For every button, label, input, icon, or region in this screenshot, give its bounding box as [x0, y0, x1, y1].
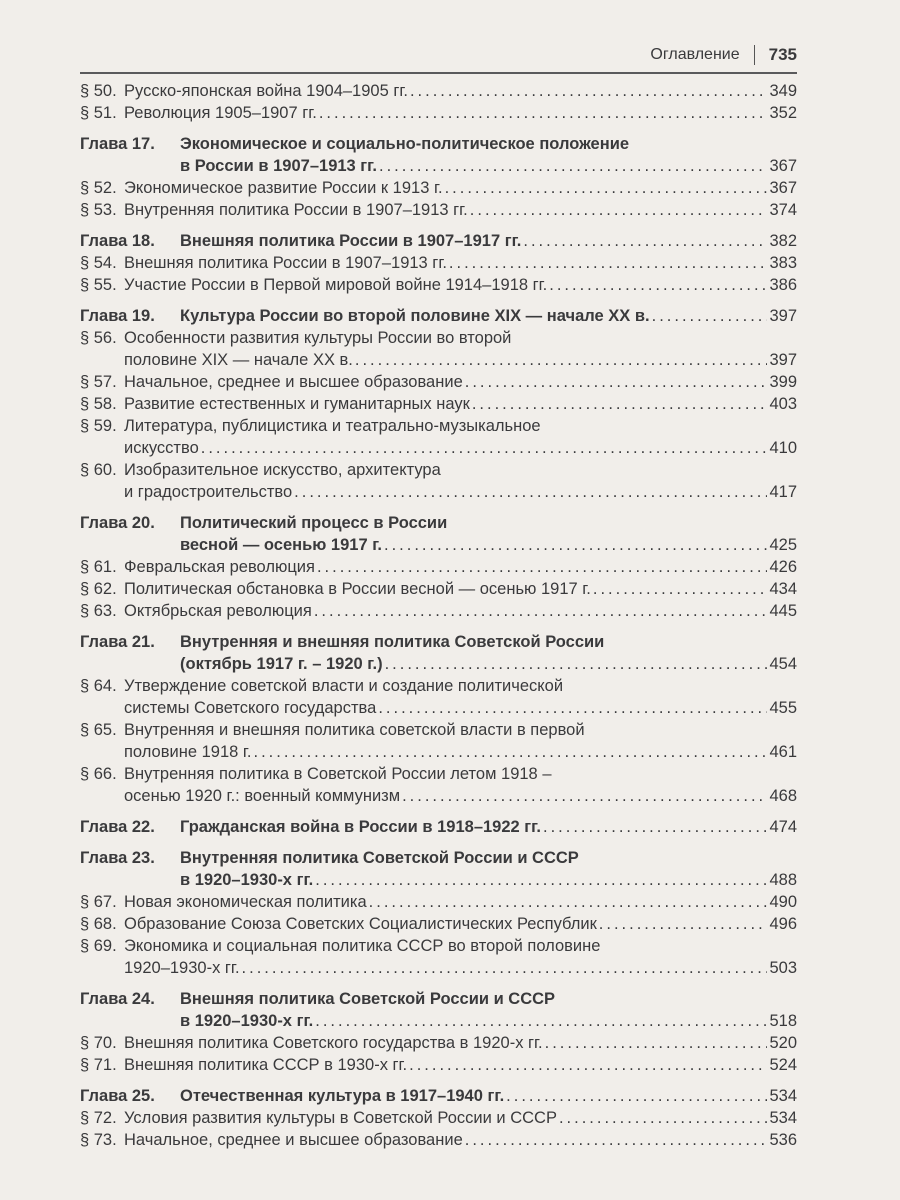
entry-page-number: 403	[769, 395, 797, 413]
dot-leader	[314, 600, 768, 622]
entry-page-number: 488	[769, 871, 797, 889]
toc-line	[80, 741, 797, 763]
toc-line	[80, 869, 797, 891]
entry-title: Революция 1905–1907 гг.	[124, 104, 317, 122]
entry-page-number: 518	[769, 1012, 797, 1030]
entry-title: Отечественная культура в 1917–1940 гг.	[180, 1087, 505, 1105]
dot-leader	[543, 816, 767, 838]
entry-title: Внутренняя политика в Советской России летом 1918 –	[124, 765, 552, 783]
entry-number	[80, 155, 180, 177]
entry-title: Литература, публицистика и театрально-музыкальное	[124, 417, 541, 435]
toc-line	[80, 437, 797, 459]
entry-page-number: 455	[769, 699, 797, 717]
entry-number: § 69.	[80, 937, 117, 955]
entry-number	[80, 869, 180, 891]
toc-section-entry	[80, 371, 797, 393]
toc-line	[80, 349, 797, 371]
entry-title: Внутренняя и внешняя политика Советской России	[180, 633, 605, 651]
entry-number	[80, 741, 124, 763]
toc-line	[80, 102, 797, 124]
entry-number	[80, 1010, 180, 1032]
toc-line	[80, 816, 797, 838]
toc-line	[80, 1054, 797, 1076]
entry-number	[80, 534, 180, 556]
toc-line	[80, 230, 797, 252]
toc-section-entry	[80, 252, 797, 274]
entry-page-number: 524	[769, 1056, 797, 1074]
toc-line	[80, 847, 797, 869]
entry-number: § 70.	[80, 1034, 117, 1052]
entry-number: § 57.	[80, 373, 117, 391]
dot-leader	[409, 1054, 767, 1076]
entry-title: Февральская революция	[124, 558, 315, 576]
toc-line	[80, 763, 797, 785]
toc-section-entry	[80, 719, 797, 763]
toc-line	[80, 653, 797, 675]
toc-section-entry	[80, 1107, 797, 1129]
toc-line	[80, 1010, 797, 1032]
toc-section-entry	[80, 556, 797, 578]
entry-number: § 50.	[80, 82, 117, 100]
dot-leader	[369, 891, 768, 913]
entry-page-number: 503	[769, 959, 797, 977]
entry-page-number: 352	[769, 104, 797, 122]
entry-title: искусство	[124, 439, 199, 457]
toc-line	[80, 305, 797, 327]
dot-leader	[242, 957, 768, 979]
toc-section-entry	[80, 600, 797, 622]
entry-title: Особенности развития культуры России во второй	[124, 329, 512, 347]
entry-number: Глава 22.	[80, 818, 155, 836]
entry-page-number: 367	[769, 157, 797, 175]
entry-title: и градостроительство	[124, 483, 293, 501]
toc-line	[80, 199, 797, 221]
dot-leader	[559, 1107, 768, 1129]
toc-section-entry	[80, 415, 797, 459]
dot-leader	[549, 274, 767, 296]
entry-number: § 66.	[80, 765, 117, 783]
entry-page-number: 397	[769, 307, 797, 325]
entry-title: весной — осенью 1917 г.	[180, 536, 383, 554]
dot-leader	[410, 80, 768, 102]
entry-title: Культура России во второй половине XIX — начале XX в.	[180, 307, 650, 325]
entry-title: Внутренняя и внешняя политика советской власти в первой	[124, 721, 585, 739]
entry-number: § 54.	[80, 254, 117, 272]
header-divider	[754, 45, 755, 65]
toc-section-entry	[80, 1129, 797, 1151]
entry-number	[80, 653, 180, 675]
entry-page-number: 520	[769, 1034, 797, 1052]
entry-page-number: 490	[769, 893, 797, 911]
entry-number: § 55.	[80, 276, 117, 294]
toc-line	[80, 935, 797, 957]
entry-number: § 62.	[80, 580, 117, 598]
toc-line	[80, 459, 797, 481]
entry-number	[80, 957, 124, 979]
entry-title: системы Советского государства	[124, 699, 377, 717]
entry-page-number: 496	[769, 915, 797, 933]
dot-leader	[319, 102, 768, 124]
toc-chapter-entry	[80, 988, 797, 1032]
entry-title: Образование Союза Советских Социалистических Республик	[124, 915, 597, 933]
toc-line	[80, 512, 797, 534]
entry-number: § 52.	[80, 179, 117, 197]
entry-title: Внешняя политика Советского государства в 1920-х гг.	[124, 1034, 543, 1052]
toc-section-entry	[80, 177, 797, 199]
toc-chapter-entry	[80, 847, 797, 891]
entry-title: Внутренняя политика Советской России и СССР	[180, 849, 579, 867]
toc-line	[80, 252, 797, 274]
entry-page-number: 367	[769, 179, 797, 197]
dot-leader	[355, 349, 768, 371]
entry-title: Гражданская война в России в 1918–1922 гг.	[180, 818, 541, 836]
entry-page-number: 468	[769, 787, 797, 805]
entry-number: § 68.	[80, 915, 117, 933]
entry-page-number: 410	[769, 439, 797, 457]
entry-title: Внешняя политика Советской России и СССР	[180, 990, 556, 1008]
entry-page-number: 434	[769, 580, 797, 598]
toc-chapter-entry	[80, 305, 797, 327]
entry-title: Развитие естественных и гуманитарных наук	[124, 395, 470, 413]
entry-page-number: 426	[769, 558, 797, 576]
entry-title: половине 1918 г.	[124, 743, 252, 761]
toc-line	[80, 481, 797, 503]
dot-leader	[201, 437, 768, 459]
toc-section-entry	[80, 80, 797, 102]
dot-leader	[315, 869, 767, 891]
toc-section-entry	[80, 274, 797, 296]
entry-page-number: 386	[769, 276, 797, 294]
toc-line	[80, 1085, 797, 1107]
entry-title: Экономика и социальная политика СССР во второй половине	[124, 937, 601, 955]
entry-number: § 61.	[80, 558, 117, 576]
toc-line	[80, 1107, 797, 1129]
dot-leader	[545, 1032, 768, 1054]
toc-section-entry	[80, 102, 797, 124]
entry-number	[80, 481, 124, 503]
toc-line	[80, 913, 797, 935]
toc-section-entry	[80, 1032, 797, 1054]
entry-title: Экономическое развитие России к 1913 г.	[124, 179, 443, 197]
entry-number: Глава 24.	[80, 990, 155, 1008]
toc-section-entry	[80, 578, 797, 600]
entry-number: § 51.	[80, 104, 117, 122]
toc-line	[80, 155, 797, 177]
entry-page-number: 474	[769, 818, 797, 836]
toc-line	[80, 785, 797, 807]
toc-section-entry	[80, 935, 797, 979]
entry-page-number: 461	[769, 743, 797, 761]
running-header	[80, 38, 797, 74]
dot-leader	[652, 305, 768, 327]
dot-leader	[378, 697, 767, 719]
entry-number	[80, 349, 124, 371]
entry-title: Октябрьская революция	[124, 602, 312, 620]
toc-line	[80, 327, 797, 349]
entry-title: Политический процесс в России	[180, 514, 448, 532]
toc-line	[80, 133, 797, 155]
dot-leader	[253, 741, 767, 763]
entry-number: § 59.	[80, 417, 117, 435]
entry-number	[80, 697, 124, 719]
dot-leader	[523, 230, 767, 252]
toc-line	[80, 177, 797, 199]
toc-line	[80, 393, 797, 415]
toc-line	[80, 631, 797, 653]
toc-line	[80, 415, 797, 437]
entry-title: в 1920–1930-х гг.	[180, 871, 314, 889]
entry-title: Новая экономическая политика	[124, 893, 367, 911]
dot-leader	[294, 481, 767, 503]
entry-title: в России в 1907–1913 гг.	[180, 157, 377, 175]
entry-number: § 58.	[80, 395, 117, 413]
dot-leader	[506, 1085, 767, 1107]
entry-page-number: 382	[769, 232, 797, 250]
toc-line	[80, 274, 797, 296]
toc-line	[80, 534, 797, 556]
entry-title: Участие России в Первой мировой войне 1914–1918 гг.	[124, 276, 548, 294]
toc-chapter-entry	[80, 512, 797, 556]
toc-line	[80, 80, 797, 102]
toc-line	[80, 1032, 797, 1054]
entry-page-number: 417	[769, 483, 797, 501]
dot-leader	[449, 252, 768, 274]
entry-title: Внешняя политика России в 1907–1917 гг.	[180, 232, 522, 250]
entry-title: Начальное, среднее и высшее образование	[124, 1131, 463, 1149]
entry-page-number: 374	[769, 201, 797, 219]
toc-line	[80, 600, 797, 622]
toc-line	[80, 891, 797, 913]
table-of-contents	[80, 80, 797, 1151]
dot-leader	[384, 534, 767, 556]
toc-section-entry	[80, 675, 797, 719]
entry-number: § 67.	[80, 893, 117, 911]
entry-title: Условия развития культуры в Советской России и СССР	[124, 1109, 557, 1127]
entry-number: § 64.	[80, 677, 117, 695]
entry-title: половине XIX — начале XX в.	[124, 351, 353, 369]
toc-line	[80, 556, 797, 578]
toc-line	[80, 957, 797, 979]
dot-leader	[472, 393, 768, 415]
entry-page-number: 399	[769, 373, 797, 391]
entry-number: § 72.	[80, 1109, 117, 1127]
toc-section-entry	[80, 913, 797, 935]
entry-number	[80, 437, 124, 459]
entry-number: § 71.	[80, 1056, 117, 1074]
toc-line	[80, 988, 797, 1010]
entry-number: § 73.	[80, 1131, 117, 1149]
toc-line	[80, 371, 797, 393]
entry-number: Глава 20.	[80, 514, 155, 532]
entry-number: Глава 21.	[80, 633, 155, 651]
toc-chapter-entry	[80, 1085, 797, 1107]
entry-title: 1920–1930-х гг.	[124, 959, 240, 977]
entry-title: Внешняя политика СССР в 1930-х гг.	[124, 1056, 408, 1074]
entry-page-number: 445	[769, 602, 797, 620]
dot-leader	[385, 653, 768, 675]
dot-leader	[593, 578, 768, 600]
toc-section-entry	[80, 199, 797, 221]
toc-section-entry	[80, 891, 797, 913]
entry-number: Глава 17.	[80, 135, 155, 153]
entry-number: § 53.	[80, 201, 117, 219]
toc-section-entry	[80, 459, 797, 503]
toc-section-entry	[80, 763, 797, 807]
entry-title: Внешняя политика России в 1907–1913 гг.	[124, 254, 447, 272]
toc-section-entry	[80, 393, 797, 415]
toc-chapter-entry	[80, 230, 797, 252]
entry-title: Внутренняя политика России в 1907–1913 гг.	[124, 201, 468, 219]
toc-line	[80, 1129, 797, 1151]
toc-line	[80, 578, 797, 600]
entry-title: Изобразительное искусство, архитектура	[124, 461, 441, 479]
entry-number: Глава 25.	[80, 1087, 155, 1105]
entry-page-number: 397	[769, 351, 797, 369]
toc-chapter-entry	[80, 816, 797, 838]
entry-number	[80, 785, 124, 807]
entry-number: § 63.	[80, 602, 117, 620]
header-section-title: Оглавление	[650, 46, 740, 63]
entry-title: (октябрь 1917 г. – 1920 г.)	[180, 655, 383, 673]
entry-title: Начальное, среднее и высшее образование	[124, 373, 463, 391]
entry-page-number: 349	[769, 82, 797, 100]
toc-line	[80, 719, 797, 741]
dot-leader	[402, 785, 767, 807]
toc-chapter-entry	[80, 631, 797, 675]
entry-title: Экономическое и социально-политическое положение	[180, 135, 630, 153]
dot-leader	[465, 371, 768, 393]
dot-leader	[317, 556, 768, 578]
entry-title: Утверждение советской власти и создание политической	[124, 677, 564, 695]
entry-number: Глава 19.	[80, 307, 155, 325]
entry-title: в 1920–1930-х гг.	[180, 1012, 314, 1030]
entry-number: Глава 18.	[80, 232, 155, 250]
dot-leader	[465, 1129, 768, 1151]
entry-page-number: 534	[769, 1087, 797, 1105]
toc-chapter-entry	[80, 133, 797, 177]
entry-number: § 56.	[80, 329, 117, 347]
header-page-number: 735	[768, 45, 797, 64]
toc-section-entry	[80, 327, 797, 371]
entry-page-number: 425	[769, 536, 797, 554]
toc-section-entry	[80, 1054, 797, 1076]
toc-line	[80, 697, 797, 719]
dot-leader	[599, 913, 768, 935]
entry-title: Русско-японская война 1904–1905 гг.	[124, 82, 408, 100]
entry-page-number: 454	[769, 655, 797, 673]
entry-number: § 65.	[80, 721, 117, 739]
dot-leader	[315, 1010, 767, 1032]
dot-leader	[470, 199, 768, 221]
entry-page-number: 534	[769, 1109, 797, 1127]
toc-line	[80, 675, 797, 697]
entry-page-number: 383	[769, 254, 797, 272]
entry-title: осенью 1920 г.: военный коммунизм	[124, 787, 401, 805]
dot-leader	[379, 155, 767, 177]
dot-leader	[445, 177, 768, 199]
entry-number: § 60.	[80, 461, 117, 479]
entry-title: Политическая обстановка в России весной — осенью 1917 г.	[124, 580, 591, 598]
entry-number: Глава 23.	[80, 849, 155, 867]
entry-page-number: 536	[769, 1131, 797, 1149]
